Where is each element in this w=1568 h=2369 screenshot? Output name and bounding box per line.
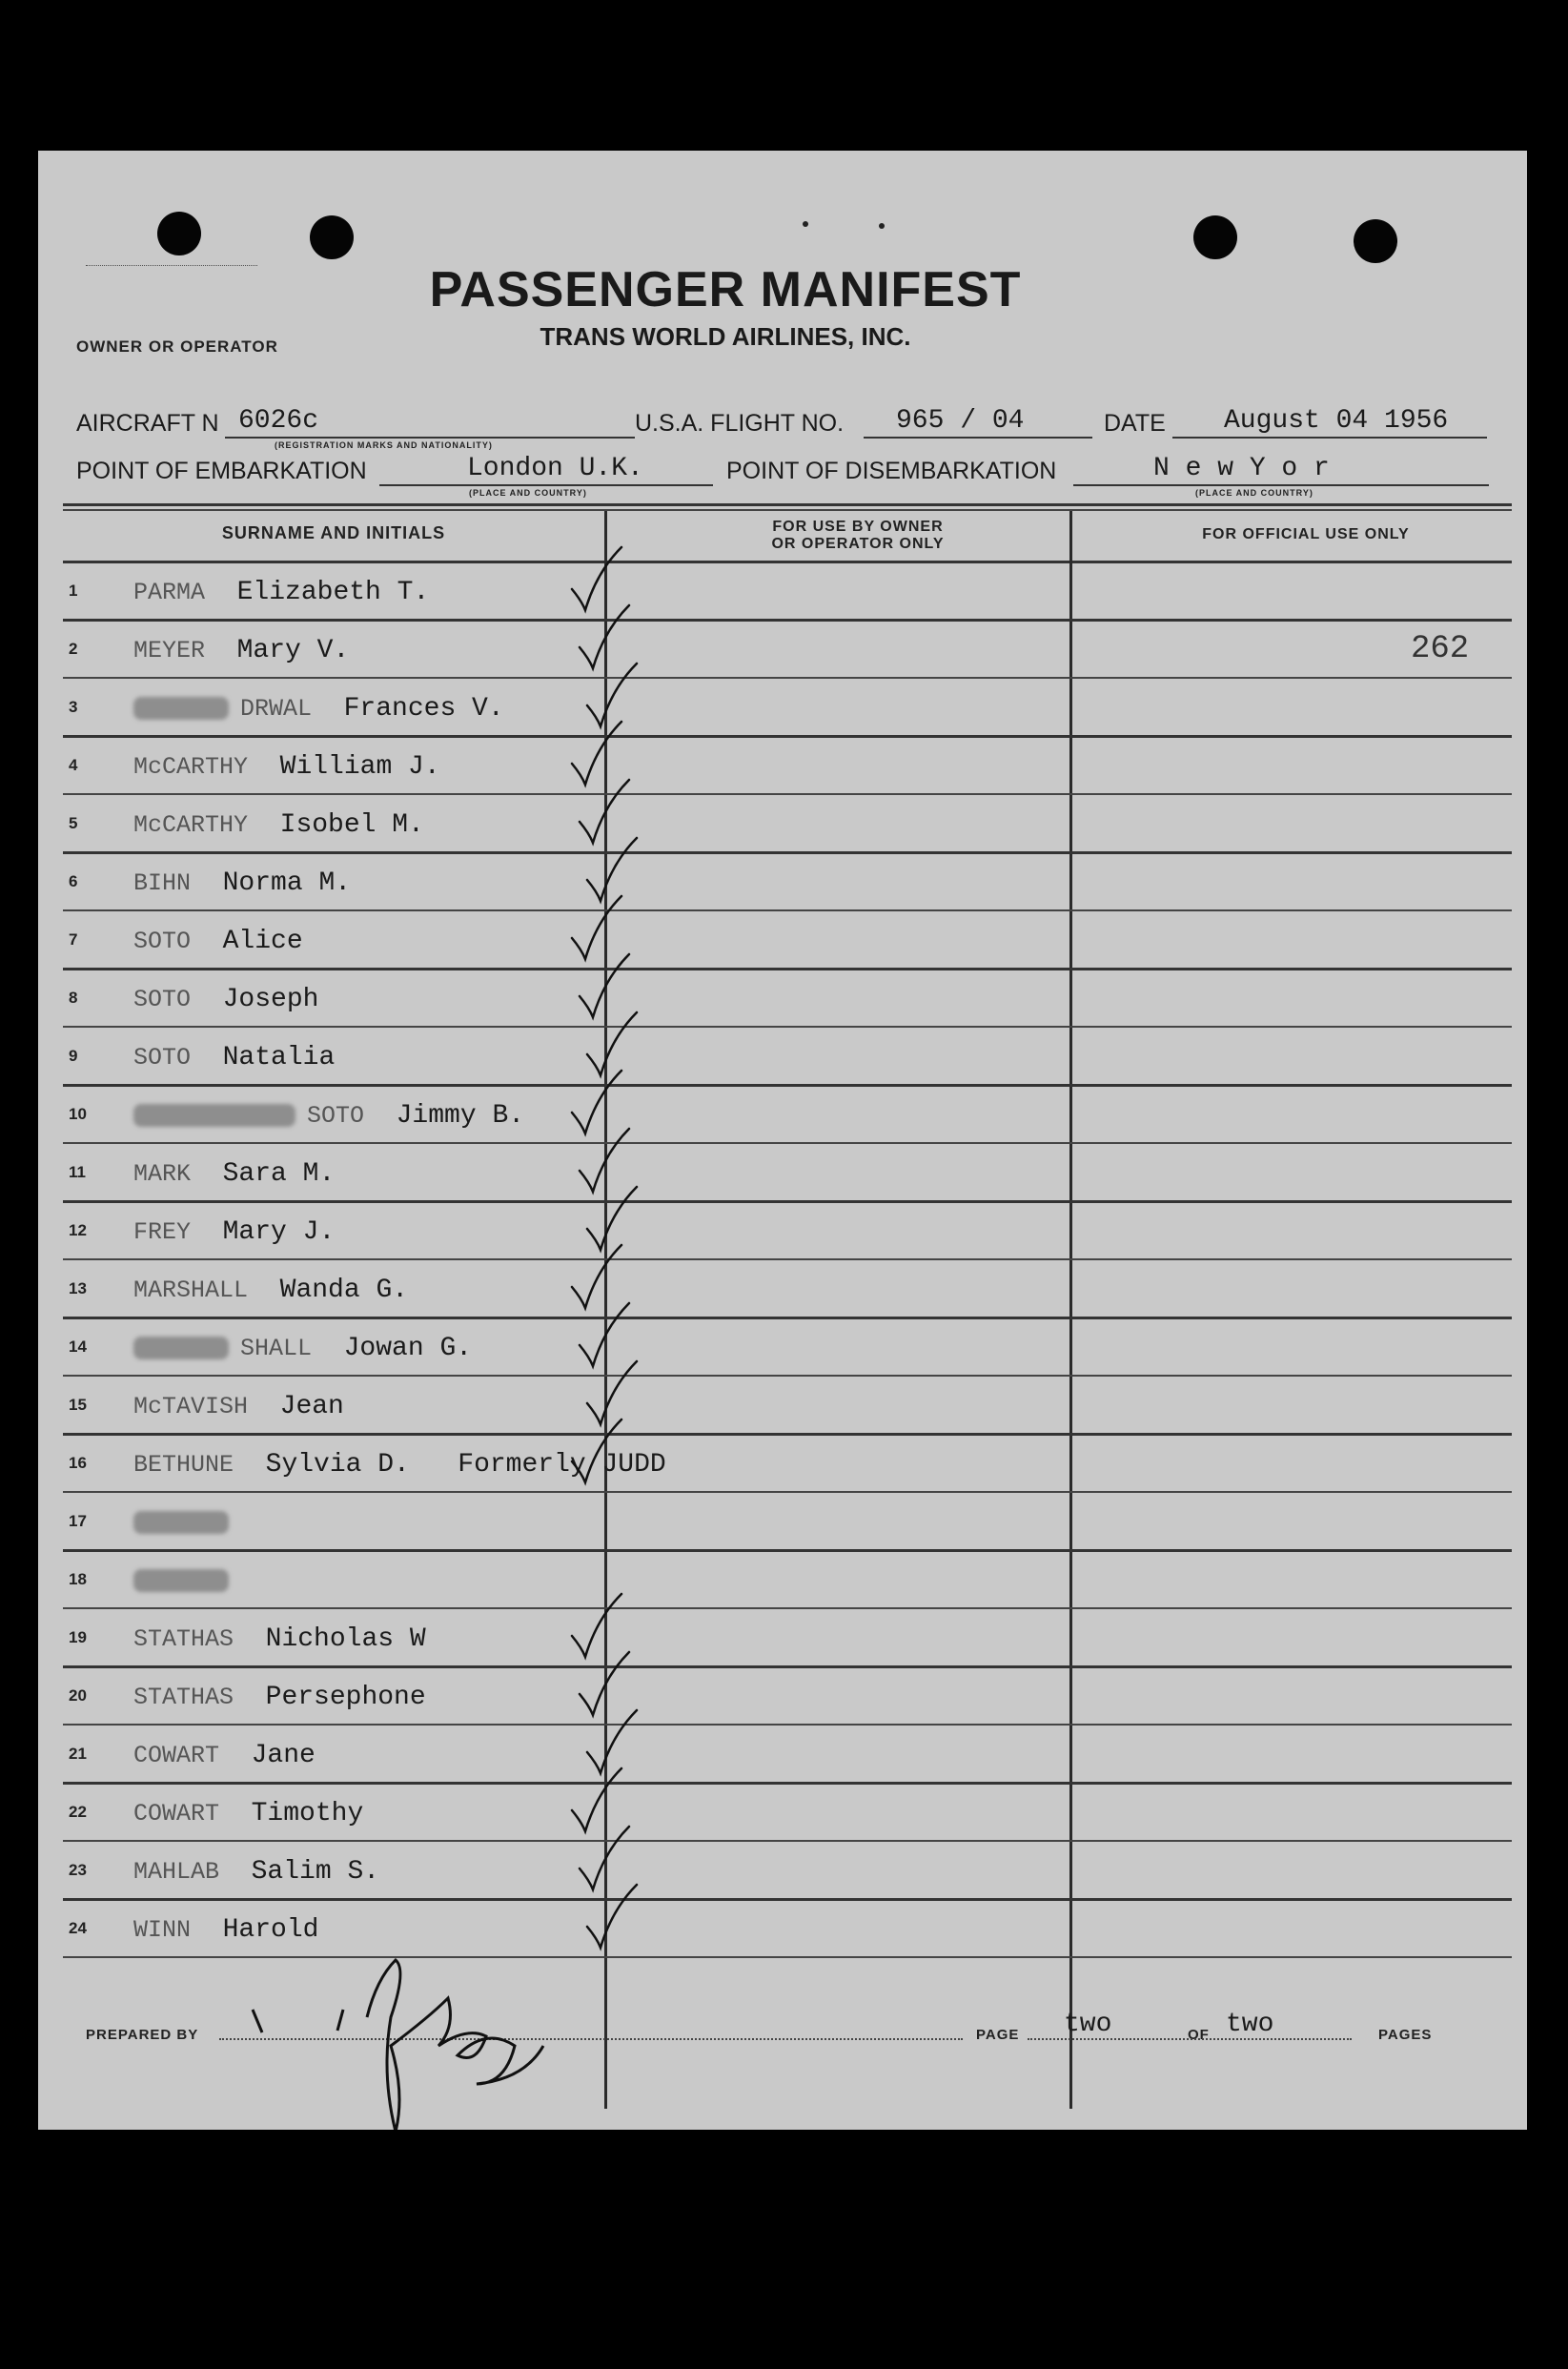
passenger-given-name: Jane bbox=[219, 1741, 316, 1770]
aircraft-sub: (REGISTRATION MARKS AND NATIONALITY) bbox=[275, 440, 493, 450]
row-number: 13 bbox=[69, 1279, 87, 1297]
row-number: 6 bbox=[69, 872, 78, 890]
row-number: 20 bbox=[69, 1686, 87, 1705]
passenger-surname: SHALL bbox=[240, 1335, 313, 1362]
checkmark bbox=[580, 1827, 629, 1889]
owner-label: OWNER OR OPERATOR bbox=[76, 337, 278, 356]
passenger-given-name: Mary J. bbox=[191, 1217, 336, 1247]
passenger-surname: McCARTHY bbox=[133, 811, 249, 839]
row-number: 15 bbox=[69, 1396, 87, 1414]
checkmark bbox=[580, 1303, 629, 1366]
checkmark bbox=[587, 1012, 637, 1075]
checkmark bbox=[587, 1187, 637, 1250]
passenger-surname: COWART bbox=[133, 1800, 220, 1828]
prepared-by-label: PREPARED BY bbox=[86, 2027, 199, 2043]
row-number: 8 bbox=[69, 989, 78, 1007]
passenger-surname: MARK bbox=[133, 1160, 192, 1188]
flight-label: U.S.A. FLIGHT NO. bbox=[635, 410, 845, 437]
row-number: 24 bbox=[69, 1919, 87, 1937]
passenger-given-name: Persephone bbox=[234, 1683, 426, 1712]
signature-initial bbox=[253, 2010, 343, 2032]
checkmark bbox=[587, 838, 637, 901]
passenger-given-name: Salim S. bbox=[219, 1857, 380, 1887]
passenger-given-name: Frances V. bbox=[312, 694, 504, 724]
passenger-given-name: Jean bbox=[248, 1392, 344, 1421]
date-label: DATE bbox=[1104, 410, 1166, 437]
checkmark bbox=[580, 1652, 629, 1715]
passenger-given-name: Jowan G. bbox=[312, 1334, 473, 1363]
passenger-given-name: Elizabeth T. bbox=[205, 578, 430, 607]
passenger-surname: BETHUNE bbox=[133, 1451, 234, 1479]
passenger-surname: SOTO bbox=[307, 1102, 365, 1130]
checkmark bbox=[572, 722, 621, 785]
row-number: 19 bbox=[69, 1628, 87, 1646]
checkmark bbox=[572, 1071, 621, 1133]
checkmark bbox=[572, 1768, 621, 1831]
col-header-official-use: FOR OFFICIAL USE ONLY bbox=[1202, 526, 1410, 542]
passenger-surname: PARMA bbox=[133, 579, 206, 606]
row-number: 2 bbox=[69, 640, 78, 658]
passenger-surname: FREY bbox=[133, 1218, 192, 1246]
row-number: 11 bbox=[69, 1163, 86, 1181]
passenger-given-name: Mary V. bbox=[205, 636, 350, 665]
pages-label: PAGES bbox=[1378, 2027, 1433, 2043]
passenger-given-name: Wanda G. bbox=[248, 1276, 409, 1305]
checkmark bbox=[572, 547, 621, 610]
checkmark bbox=[580, 954, 629, 1017]
passenger-surname: WINN bbox=[133, 1916, 192, 1944]
checkmark bbox=[572, 1594, 621, 1657]
checkmark bbox=[580, 605, 629, 668]
checkmark bbox=[572, 1419, 621, 1482]
passenger-given-name: Sylvia D. Formerly JUDD bbox=[234, 1450, 666, 1480]
col-header-owner-use: FOR USE BY OWNER OR OPERATOR ONLY bbox=[771, 519, 945, 552]
row-number: 4 bbox=[69, 756, 78, 774]
passenger-given-name: Nicholas W bbox=[234, 1624, 426, 1654]
passenger-given-name: Harold bbox=[191, 1915, 319, 1945]
passenger-given-name: Isobel M. bbox=[248, 810, 424, 840]
company-name: TRANS WORLD AIRLINES, INC. bbox=[540, 322, 911, 351]
row-number: 17 bbox=[69, 1512, 87, 1530]
manifest-sheet bbox=[38, 151, 1527, 2130]
passenger-surname: DRWAL bbox=[240, 695, 313, 723]
row-number: 18 bbox=[69, 1570, 87, 1588]
passenger-surname: COWART bbox=[133, 1742, 220, 1769]
date-value: August 04 1956 bbox=[1224, 406, 1449, 436]
page-value: two bbox=[1064, 2010, 1112, 2039]
passenger-surname: SOTO bbox=[133, 986, 192, 1013]
passenger-surname: SOTO bbox=[133, 928, 192, 955]
passenger-surname: MARSHALL bbox=[133, 1276, 249, 1304]
signature-mark bbox=[367, 1960, 543, 2130]
row-number: 7 bbox=[69, 930, 78, 949]
of-value: two bbox=[1226, 2010, 1274, 2039]
checkmark bbox=[587, 1361, 637, 1424]
passenger-surname: SOTO bbox=[133, 1044, 192, 1072]
row-number: 12 bbox=[69, 1221, 87, 1239]
flight-value: 965 / 04 bbox=[896, 406, 1025, 436]
checkmark bbox=[587, 664, 637, 726]
passenger-given-name: Joseph bbox=[191, 985, 319, 1014]
embarkation-sub: (PLACE AND COUNTRY) bbox=[469, 488, 587, 498]
checkmark bbox=[580, 1129, 629, 1192]
disembarkation-label: POINT OF DISEMBARKATION bbox=[726, 458, 1057, 484]
passenger-surname: MAHLAB bbox=[133, 1858, 220, 1886]
col-header-surname: SURNAME AND INITIALS bbox=[221, 523, 446, 542]
row-number: 9 bbox=[69, 1047, 78, 1065]
embarkation-value: London U.K. bbox=[467, 454, 643, 483]
row-number: 21 bbox=[69, 1745, 87, 1763]
page-label: PAGE bbox=[976, 2027, 1020, 2043]
passenger-given-name: Natalia bbox=[191, 1043, 336, 1072]
row-number: 16 bbox=[69, 1454, 87, 1472]
handwritten-checkmarks bbox=[38, 151, 1527, 2130]
passenger-surname: MEYER bbox=[133, 637, 206, 664]
passenger-surname: BIHN bbox=[133, 869, 192, 897]
row-number: 5 bbox=[69, 814, 78, 832]
row-number: 10 bbox=[69, 1105, 87, 1123]
passenger-surname: STATHAS bbox=[133, 1684, 234, 1711]
passenger-given-name: Norma M. bbox=[191, 868, 352, 898]
checkmark bbox=[580, 780, 629, 843]
aircraft-value: 6026c bbox=[238, 406, 319, 436]
passenger-surname: McCARTHY bbox=[133, 753, 249, 781]
official-note: 262 bbox=[1411, 631, 1470, 667]
row-number: 3 bbox=[69, 698, 78, 716]
row-number: 23 bbox=[69, 1861, 87, 1879]
passenger-given-name: Alice bbox=[191, 927, 303, 956]
checkmark bbox=[587, 1710, 637, 1773]
disembarkation-value: N e w Y o r bbox=[1153, 454, 1330, 483]
passenger-given-name: Sara M. bbox=[191, 1159, 336, 1189]
passenger-surname: STATHAS bbox=[133, 1625, 234, 1653]
passenger-given-name: Jimmy B. bbox=[364, 1101, 525, 1131]
passenger-given-name: Timothy bbox=[219, 1799, 364, 1828]
passenger-given-name: William J. bbox=[248, 752, 440, 782]
row-number: 22 bbox=[69, 1803, 87, 1821]
checkmark bbox=[572, 896, 621, 959]
checkmark bbox=[572, 1245, 621, 1308]
passenger-surname: McTAVISH bbox=[133, 1393, 249, 1420]
embarkation-label: POINT OF EMBARKATION bbox=[76, 458, 367, 484]
row-number: 14 bbox=[69, 1338, 87, 1356]
aircraft-label: AIRCRAFT N bbox=[76, 410, 219, 437]
checkmark bbox=[587, 1885, 637, 1948]
of-label: OF bbox=[1188, 2027, 1210, 2043]
disembarkation-sub: (PLACE AND COUNTRY) bbox=[1195, 488, 1313, 498]
manifest-title: PASSENGER MANIFEST bbox=[429, 262, 1022, 317]
row-number: 1 bbox=[69, 582, 78, 600]
